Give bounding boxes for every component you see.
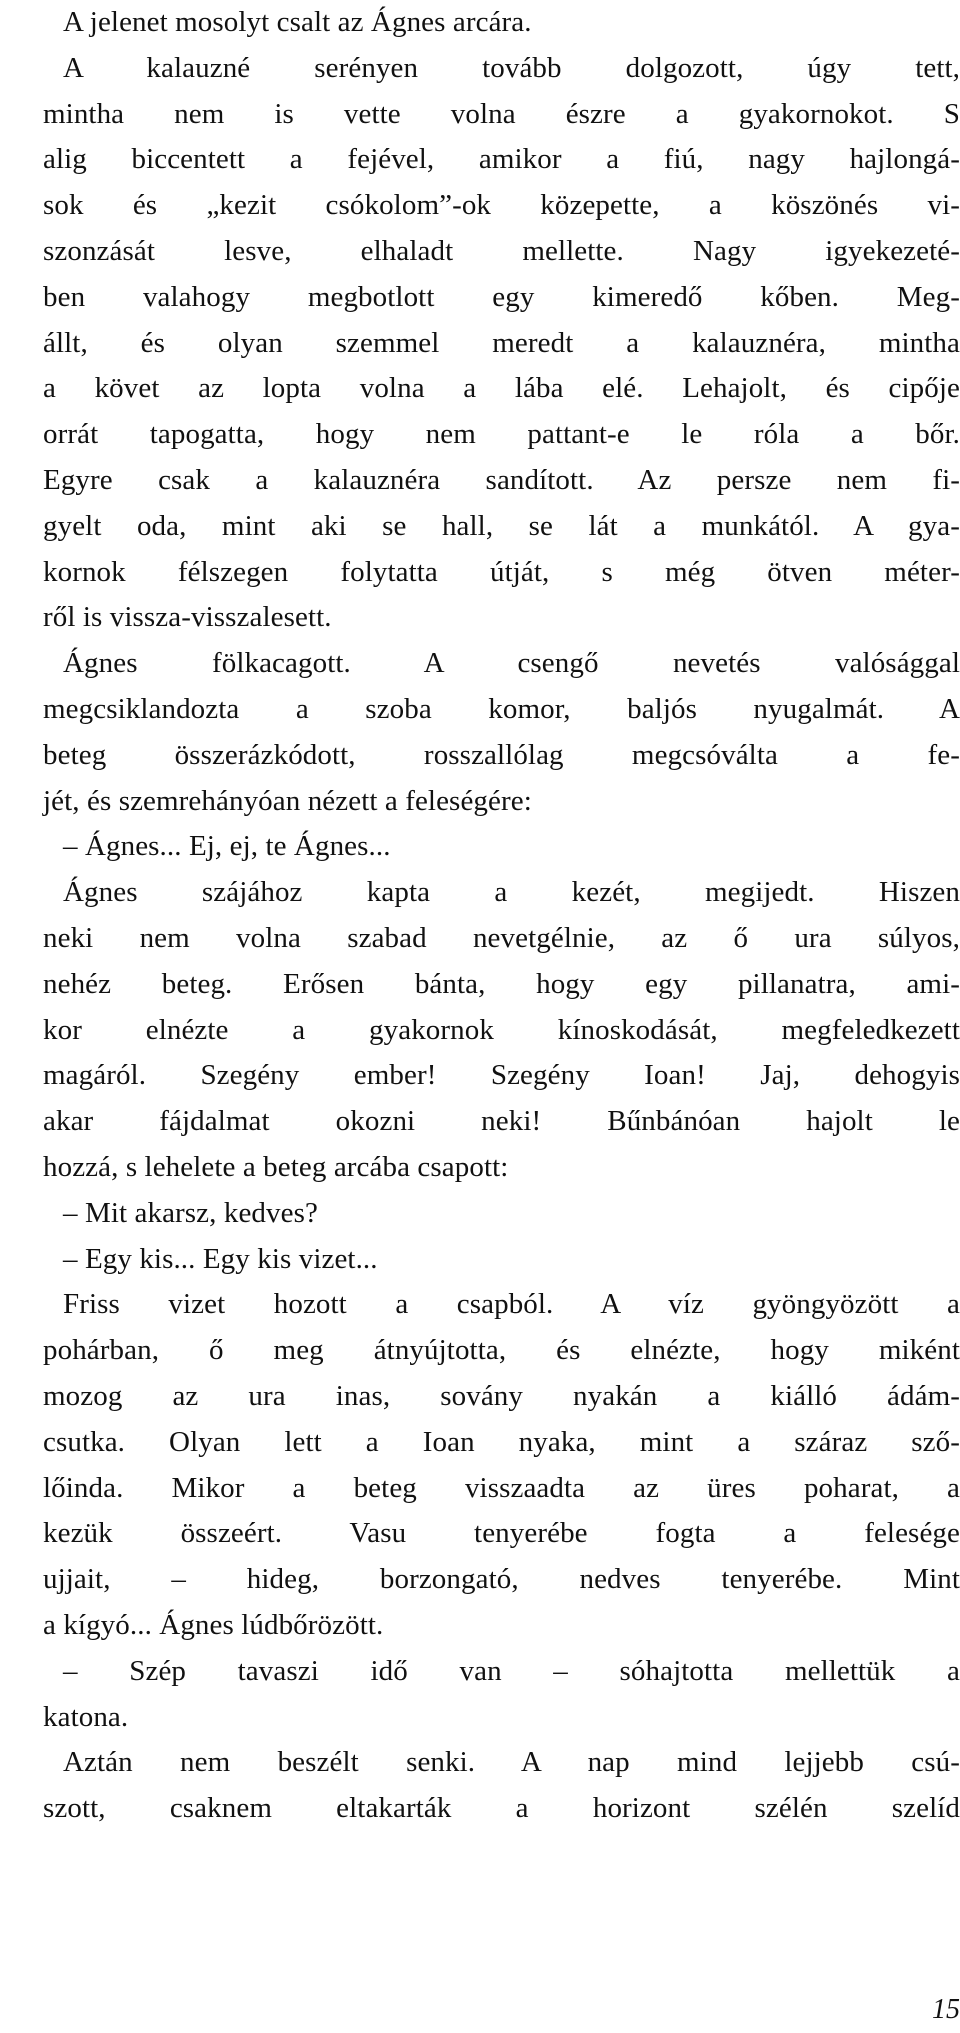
text-line: megcsiklandozta a szoba komor, baljós nyugalmát. A (43, 693, 960, 725)
text-line: gyelt oda, mint aki se hall, se lát a munkától. A gya- (43, 509, 960, 542)
text-line: katona. (43, 1700, 129, 1733)
text-line: Ágnes szájához kapta a kezét, megijedt. Hiszen (63, 876, 960, 909)
text-line: nehéz beteg. Erősen bánta, hogy egy pillanatra, ami- (43, 967, 960, 1000)
text-line: Egyre csak a kalauznéra sandított. Az persze nem fi- (43, 464, 960, 496)
text-line: Friss vizet hozott a csapból. A víz gyöngyözött a (63, 1288, 960, 1321)
page-number: 15 (932, 1994, 960, 2025)
text-line: a kígyó... Ágnes lúdbőrözött. (43, 1609, 384, 1641)
text-line: állt, és olyan szemmel meredt a kalauznéra, mintha (43, 326, 960, 359)
text-line: orrát tapogatta, hogy nem pattant-e le róla a bőr. (43, 418, 960, 451)
text-line: alig biccentett a fejével, amikor a fiú, nagy hajlongá- (43, 143, 960, 176)
text-line: mozog az ura inas, sovány nyakán a kiálló ádám- (43, 1380, 960, 1412)
text-line: beteg összerázkódott, rosszallólag megcsóválta a fe- (43, 738, 960, 771)
text-line: mintha nem is vette volna észre a gyakornokot. S (43, 97, 960, 130)
text-line: Aztán nem beszélt senki. A nap mind lejjebb csú- (63, 1746, 960, 1779)
text-line: lőinda. Mikor a beteg visszaadta az üres poharat, a (43, 1471, 960, 1504)
text-line: sok és „kezit csókolom”-ok közepette, a köszönés vi- (43, 189, 960, 222)
text-line: ről is vissza-visszalesett. (43, 601, 332, 634)
text-line: A jelenet mosolyt csalt az Ágnes arcára. (63, 6, 532, 38)
text-line: ben valahogy megbotlott egy kimeredő kőben. Meg- (43, 280, 960, 313)
text-line: – Mit akarsz, kedves? (63, 1196, 318, 1229)
text-line: pohárban, ő meg átnyújtotta, és elnézte, hogy miként (43, 1334, 960, 1367)
text-line: A kalauzné serényen tovább dolgozott, úgy tett, (63, 51, 960, 84)
text-line: akar fájdalmat okozni neki! Bűnbánóan hajolt le (43, 1105, 960, 1138)
text-line: csutka. Olyan lett a Ioan nyaka, mint a száraz sző- (43, 1425, 960, 1458)
text-line: jét, és szemrehányóan nézett a feleségére: (43, 784, 532, 817)
text-line: kor elnézte a gyakornok kínoskodását, megfeledkezett (43, 1013, 960, 1046)
text-line: szonzását lesve, elhaladt mellette. Nagy igyekezeté- (43, 235, 960, 267)
text-line: – Ágnes... Ej, ej, te Ágnes... (63, 830, 391, 863)
text-line: kornok félszegen folytatta útját, s még ötven méter- (43, 555, 960, 588)
text-line: – Egy kis... Egy kis vizet... (63, 1242, 378, 1275)
text-line: Ágnes fölkacagott. A csengő nevetés valósággal (63, 647, 960, 680)
text-line: magáról. Szegény ember! Szegény Ioan! Jaj, dehogyis (43, 1059, 960, 1092)
text-line: – Szép tavaszi idő van – sóhajtotta mellettük a (63, 1654, 960, 1687)
text-line: szott, csaknem eltakarták a horizont szélén szelíd (43, 1792, 960, 1825)
text-line: a követ az lopta volna a lába elé. Lehajolt, és cipője (43, 372, 960, 405)
text-line: ujjait, – hideg, borzongató, nedves tenyerébe. Mint (43, 1563, 960, 1596)
text-line: hozzá, s lehelete a beteg arcába csapott: (43, 1151, 509, 1183)
text-line: kezük összeért. Vasu tenyerébe fogta a felesége (43, 1517, 960, 1550)
text-line: neki nem volna szabad nevetgélnie, az ő ura súlyos, (43, 922, 960, 954)
